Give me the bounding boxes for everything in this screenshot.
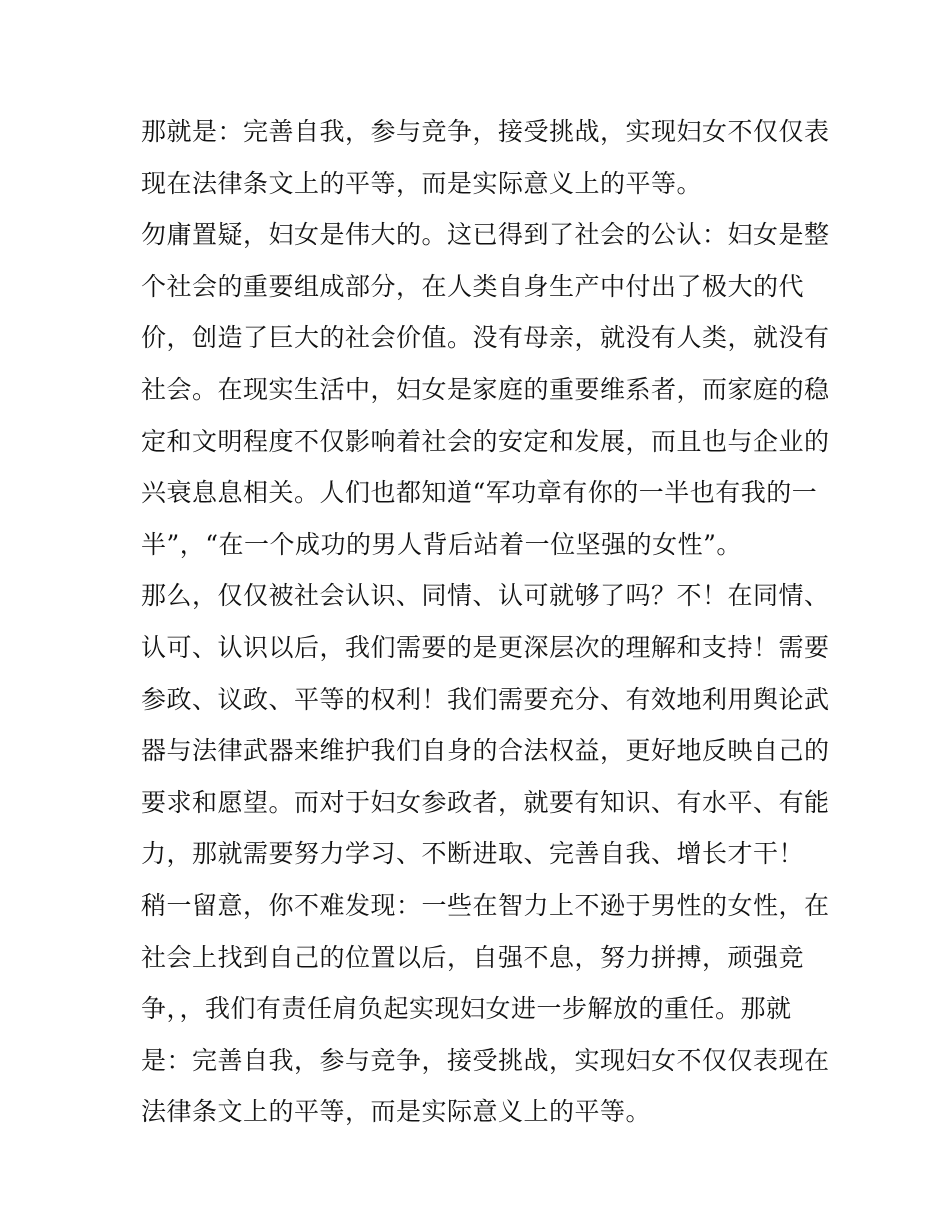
text-line-12: 参政、议政、平等的权利！我们需要充分、有效地利用舆论武 [141, 684, 830, 714]
text-line-2: 现在法律条文上的平等，而是实际意义上的平等。 [141, 168, 703, 198]
text-line-18: 争，，我们有责任肩负起实现妇女进一步解放的重任。那就 [141, 994, 792, 1024]
text-line-11: 认可、认识以后，我们需要的是更深层次的理解和支持！需要 [141, 632, 830, 662]
text-line-13: 器与法律武器来维护我们自身的合法权益，更好地反映自己的 [141, 736, 830, 766]
text-line-8: 兴衰息息相关。人们也都知道“军功章有你的一半也有我的一 [141, 478, 818, 508]
text-line-1: 那就是：完善自我，参与竞争，接受挑战，实现妇女不仅仅表 [141, 117, 830, 146]
text-line-10: 那么，仅仅被社会认识、同情、认可就够了吗？不！在同情、 [141, 581, 830, 611]
text-line-7: 定和文明程度不仅影响着社会的安定和发展，而且也与企业的 [141, 426, 830, 456]
text-line-20: 法律条文上的平等，而是实际意义上的平等。 [141, 1097, 652, 1127]
text-line-14: 要求和愿望。而对于妇女参政者，就要有知识、有水平、有能 [141, 787, 830, 817]
text-line-15: 力，那就需要努力学习、不断进取、完善自我、增长才干！ [141, 839, 805, 869]
text-line-5: 价，创造了巨大的社会价值。没有母亲，就没有人类，就没有 [141, 323, 830, 353]
body-text [141, 106, 830, 1138]
text-line-3: 勿庸置疑，妇女是伟大的。这已得到了社会的公认：妇女是整 [141, 220, 830, 250]
text-line-4: 个社会的重要组成部分，在人类自身生产中付出了极大的代 [141, 271, 805, 301]
text-line-6: 社会。在现实生活中，妇女是家庭的重要维系者，而家庭的稳 [141, 374, 830, 404]
text-line-16: 稍一留意，你不难发现：一些在智力上不逊于男性的女性，在 [141, 890, 830, 920]
text-line-17: 社会上找到自己的位置以后，自强不息，努力拼搏，顽强竞 [141, 942, 805, 972]
text-line-9: 半”，“在一个成功的男人背后站着一位坚强的女性”。 [141, 529, 742, 559]
text-line-19: 是：完善自我，参与竞争，接受挑战，实现妇女不仅仅表现在 [141, 1045, 830, 1075]
